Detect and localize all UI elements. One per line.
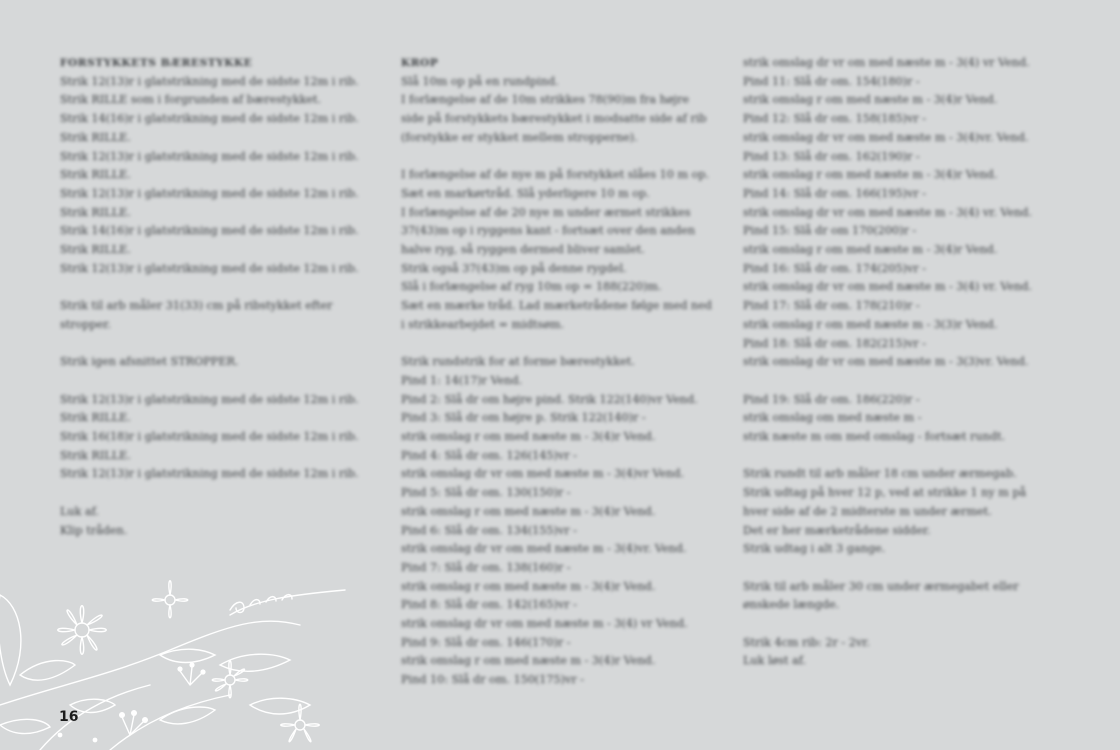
text-line: Strik 12(13)r i glatstrikning med de sidste 12m i rib. (60, 186, 359, 200)
paragraph-gap (743, 559, 1073, 578)
paragraph-gap (60, 335, 380, 354)
text-line: Strik RILLE. (60, 205, 131, 219)
paragraph-gap (743, 372, 1073, 391)
text-line: Strik 12(13)r i glatstrikning med de sidste 12m i rib. (60, 74, 359, 88)
text-line: Strik 4cm rib: 2r - 2vr. (743, 635, 870, 649)
text-line: Slå 10m op på en rundpind. (401, 74, 559, 88)
text-line: stropper. (60, 317, 111, 331)
text-line: 37(43)m op i ryggens kant - fortsæt over den anden (401, 224, 696, 238)
text-line: strik omslag r om med næste m - 3(4)r Vend. (743, 93, 998, 107)
text-line: Strik RILLE. (60, 130, 131, 144)
text-line: Pind 9: Slå dr om. 146(170)r - (401, 635, 571, 649)
text-line: Sæt en markørtråd. Slå yderligere 10 m op. (401, 186, 650, 200)
text-line: Luk løst af. (743, 654, 807, 668)
text-line: Pind 6: Slå dr om. 134(155)vr - (401, 523, 577, 537)
text-line: strik omslag om med næste m - (743, 411, 922, 425)
text-line: Strik 12(13)r i glatstrikning med de sidste 12m i rib. (60, 467, 359, 481)
text-line: Pind 15: Slå dr om 170(200)r - (743, 224, 917, 238)
text-line: strik omslag r om med næste m - 3(4)r Vend. (401, 430, 656, 444)
text-line: Sæt en mærke tråd. Lad mærketrådene følge med ned (401, 299, 712, 313)
text-line: Det er her mærketrådene sidder. (743, 523, 931, 537)
text-line: Pind 1: 14(17)r Vend. (401, 373, 523, 387)
paragraph-gap (60, 372, 380, 391)
text-line: Strik 12(13)r i glatstrikning med de sidste 12m i rib. (60, 149, 359, 163)
text-line: strik omslag r om med næste m - 3(4)r Vend. (743, 243, 998, 257)
text-line: strik omslag r om med næste m - 3(3)r Vend. (743, 317, 998, 331)
text-column-left (60, 54, 380, 540)
text-line: Strik 16(18)r i glatstrikning med de sidste 12m i rib. (60, 430, 359, 444)
text-line: strik omslag r om med næste m - 3(4)r Vend. (743, 168, 998, 182)
text-line: I forlængelse af de 10m strikkes 78(90)m fra højre (401, 93, 689, 107)
text-line: I forlængelse af de 20 nye m under ærmet strikkes (401, 205, 691, 219)
text-line: Pind 3: Slå dr om højre p. Strik 122(140)r - (401, 411, 646, 425)
text-line: strik omslag dr vr om med næste m - 3(3)vr. Vend. (743, 355, 1029, 369)
text-line: Pind 17: Slå dr om. 178(210)r - (743, 299, 920, 313)
text-line: Pind 19: Slå dr om. 186(220)r - (743, 392, 920, 406)
text-line: side på forstykkets bærestykket i modsatte side af rib (401, 112, 707, 126)
floral-decoration (0, 555, 360, 750)
text-line: Strik til arb måler 31(33) cm på ribstykket efter (60, 299, 333, 313)
text-line: i strikkearbejdet = midtsøm. (401, 317, 564, 331)
text-line: Strik også 37(43)m op på denne rygdel. (401, 261, 627, 275)
paragraph-gap (743, 447, 1073, 466)
text-line: Pind 8: Slå dr om. 142(165)vr - (401, 598, 577, 612)
text-line: Pind 11: Slå dr om. 154(180)r - (743, 74, 920, 88)
text-line: Pind 18: Slå dr om. 182(215)vr - (743, 336, 927, 350)
text-line: Strik RILLE. (60, 243, 131, 257)
section-heading: KROP (401, 57, 439, 69)
text-line: (forstykke er stykket mellem stropperne). (401, 130, 638, 144)
text-line: Klip tråden. (60, 523, 128, 537)
paragraph-gap (401, 335, 721, 354)
text-line: Strik 12(13)r i glatstrikning med de sidste 12m i rib. (60, 261, 359, 275)
text-line: Strik udtag i alt 3 gange. (743, 542, 886, 556)
text-line: Pind 16: Slå dr om. 174(205)vr - (743, 261, 927, 275)
text-line: Strik 14(16)r i glatstrikning med de sidste 12m i rib. (60, 112, 359, 126)
text-line: Strik udtag på hver 12 p, ved at strikke 1 ny m på (743, 486, 1027, 500)
text-line: Pind 2: Slå dr om højre pind. Strik 122(140)vr Vend. (401, 392, 698, 406)
text-line: strik næste m om med omslag - fortsæt rundt. (743, 430, 1006, 444)
text-line: Strik RILLE. (60, 448, 131, 462)
text-line: strik omslag dr vr om med næste m - 3(4) vr. Vend. (743, 280, 1032, 294)
text-line: halve ryg, så ryggen dermed bliver samlet. (401, 243, 645, 257)
text-line: Slå i forlængelse af ryg 10m op = 188(220)m. (401, 280, 662, 294)
text-line: Pind 13: Slå dr om. 162(190)r - (743, 149, 920, 163)
text-line: strik omslag dr vr om med næste m - 3(4)vr. Vend. (743, 130, 1029, 144)
text-line: Pind 10: Slå dr om. 150(175)vr - (401, 673, 585, 687)
text-line: Strik rundt til arb måler 18 cm under ærmegab. (743, 467, 1017, 481)
text-line: Strik til arb måler 30 cm under ærmegabet eller (743, 579, 1019, 593)
text-line: strik omslag r om med næste m - 3(4)r Vend. (401, 579, 656, 593)
text-line: Strik RILLE. (60, 168, 131, 182)
section-heading: FORSTYKKETS BÆRESTYKKE (60, 57, 253, 69)
text-line: Strik rundstrik for at forme bærestykket. (401, 355, 635, 369)
text-line: ønskede længde. (743, 598, 840, 612)
page-number: 16 (59, 709, 79, 725)
text-line: Strik RILLE som i forgrunden af bærestykket. (60, 93, 322, 107)
text-line: Strik RILLE. (60, 411, 131, 425)
text-column-right (743, 54, 1073, 671)
text-line: Pind 5: Slå dr om. 130(150)r - (401, 486, 571, 500)
text-line: strik omslag r om med næste m - 3(4)r Vend. (401, 504, 656, 518)
paragraph-gap (60, 278, 380, 297)
paragraph-gap (401, 148, 721, 167)
paragraph-gap (60, 484, 380, 503)
text-line: Strik 14(16)r i glatstrikning med de sidste 12m i rib. (60, 224, 359, 238)
text-line: hver side af de 2 midterste m under ærmet. (743, 504, 992, 518)
text-line: Luk af. (60, 504, 99, 518)
text-line: strik omslag dr vr om med næste m - 3(4)vr. Vend. (401, 542, 687, 556)
text-line: I forlængelse af de nye m på forstykket slåes 10 m op. (401, 168, 710, 182)
text-line: strik omslag r om med næste m - 3(4)r Vend. (401, 654, 656, 668)
text-line: strik omslag dr vr om med næste m - 3(4) vr. Vend. (743, 205, 1032, 219)
paragraph-gap (743, 615, 1073, 634)
text-line: Strik 12(13)r i glatstrikning med de sidste 12m i rib. (60, 392, 359, 406)
text-line: strik omslag dr vr om med næste m - 3(4) vr Vend. (401, 617, 688, 631)
text-line: strik omslag dr vr om med næste m - 3(4)vr Vend. (401, 467, 685, 481)
text-line: strik omslag dr vr om med næste m - 3(4) vr Vend. (743, 56, 1030, 69)
text-line: Pind 7: Slå dr om. 138(160)r - (401, 560, 571, 574)
text-line: Pind 12: Slå dr om. 158(185)vr - (743, 112, 927, 126)
text-line: Pind 14: Slå dr om. 166(195)vr - (743, 186, 927, 200)
text-line: Strik igen afsnittet STROPPER. (60, 355, 239, 369)
text-line: Pind 4: Slå dr om. 126(145)vr - (401, 448, 577, 462)
text-column-middle (401, 54, 721, 690)
